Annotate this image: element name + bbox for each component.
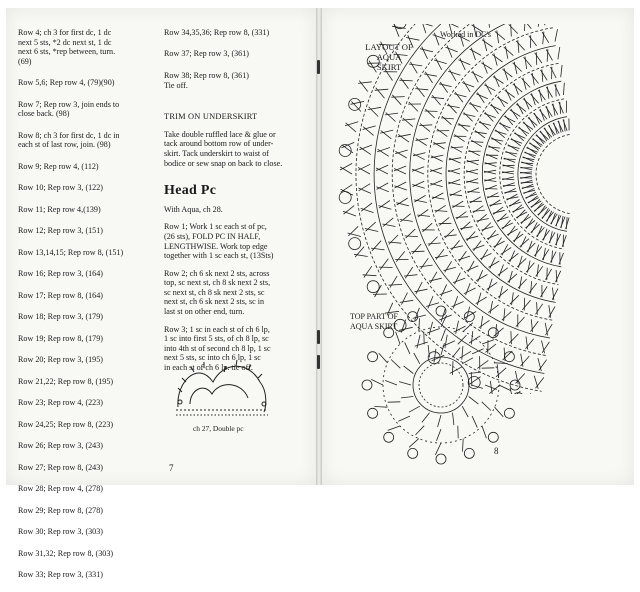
row-instruction: Row 30; Rep row 3, (303) (18, 527, 158, 537)
row-instruction: Row 31,32; Rep row 8, (303) (18, 549, 158, 559)
row-instruction: Row 7; Rep row 3, join ends to close back. (98) (18, 100, 158, 119)
row-instruction: Row 4; ch 3 for first dc, 1 dc next 5 sts, *2 dc next st, 1 dc next 6 sts, *rep between, turn. (69) (18, 28, 158, 66)
row-instruction: Row 11; Rep row 4,(139) (18, 205, 158, 215)
row-instruction: Row 5,6; Rep row 4, (79)(90) (18, 78, 158, 88)
left-text-column (18, 28, 158, 592)
row-instruction: Row 13,14,15; Rep row 8, (151) (18, 248, 158, 258)
row-instruction: Row 12; Rep row 3, (151) (18, 226, 158, 236)
middle-text-column (164, 28, 306, 381)
head-pc-intro: With Aqua, ch 28. (164, 205, 306, 215)
head-pc-row: Row 1; Work 1 sc each st of pc, (26 sts), FOLD PC IN HALF, LENGTHWISE. Work top edge together with 1 sc each st, (13Sts) (164, 222, 306, 260)
row-instruction: Row 17; Rep row 8, (164) (18, 291, 158, 301)
row-instruction: Row 8; ch 3 for first dc, 1 dc in each st of last row, join. (98) (18, 131, 158, 150)
row-instruction: Row 34,35,36; Rep row 8, (331) (164, 28, 306, 38)
page-number-right: 8 (494, 446, 499, 456)
motif-caption: ch 27, Double pc (193, 424, 244, 433)
top-part-skirt-label: TOP PART OF AQUA SKIRT (350, 312, 398, 332)
row-instruction: Row 37; Rep row 3, (361) (164, 49, 306, 59)
worked-in-dc-label: Worked in DC's (440, 30, 491, 40)
row-instruction: Row 21,22; Rep row 8, (195) (18, 377, 158, 387)
row-instruction: Row 23; Rep row 4, (223) (18, 398, 158, 408)
binding-staple-low (317, 355, 320, 369)
page-number-left: 7 (169, 463, 174, 473)
binding-staple-top (317, 60, 320, 74)
top-part-skirt-diagram (346, 300, 526, 470)
row-instruction: Row 10; Rep row 3, (122) (18, 183, 158, 193)
row-instruction: Row 27; Rep row 8, (243) (18, 463, 158, 473)
row-instruction: Row 20; Rep row 3, (195) (18, 355, 158, 365)
row-instruction: Row 28; Rep row 4, (278) (18, 484, 158, 494)
row-instruction: Row 24,25; Rep row 8, (223) (18, 420, 158, 430)
row-instruction: Row 29; Rep row 8, (278) (18, 506, 158, 516)
row-instructions-a (18, 28, 158, 150)
row-instruction: Row 16; Rep row 3, (164) (18, 269, 158, 279)
row-instruction: Row 38; Rep row 8, (361) Tie off. (164, 71, 306, 90)
row-instruction: Row 19; Rep row 8, (179) (18, 334, 158, 344)
layout-skirt-label: LAYOUT OF AQUA SKIRT (354, 42, 424, 72)
row-instruction: Row 26; Rep row 3, (243) (18, 441, 158, 451)
trim-instructions: Take double ruffled lace & glue or tack around bottom row of under- skirt. Tack underskirt to waist of bodice or sew snap on back to close. (164, 130, 306, 168)
row-instruction: Row 9; Rep row 4, (112) (18, 162, 158, 172)
trim-heading: TRIM ON UNDERSKIRT (164, 112, 306, 122)
binding-staple-mid (317, 330, 320, 344)
row-instruction: Row 33; Rep row 3, (331) (18, 570, 158, 580)
head-pc-row: Row 2; ch 6 sk next 2 sts, across top, sc next st, ch 8 sk next 2 sts, sc next st, ch 8 sk next 2 sts, sc next st, ch 6 sk next 2 sts, sc in last st on other end, turn. (164, 269, 306, 317)
head-pc-title: Head Pc (164, 186, 306, 196)
row-instruction: Row 18; Rep row 3, (179) (18, 312, 158, 322)
head-pc-row: Row 3; 1 sc in each st of ch 6 lp, 1 sc into first 5 sts, of ch 8 lp, sc into 4th st of second ch 8 lp, 1 sc next 5 sts, sc into ch 6 lp, 1 sc in each st of ch 6 lp. tie off. (164, 325, 306, 373)
row-instructions-b (18, 162, 158, 580)
head-piece-motif-diagram (168, 352, 278, 422)
